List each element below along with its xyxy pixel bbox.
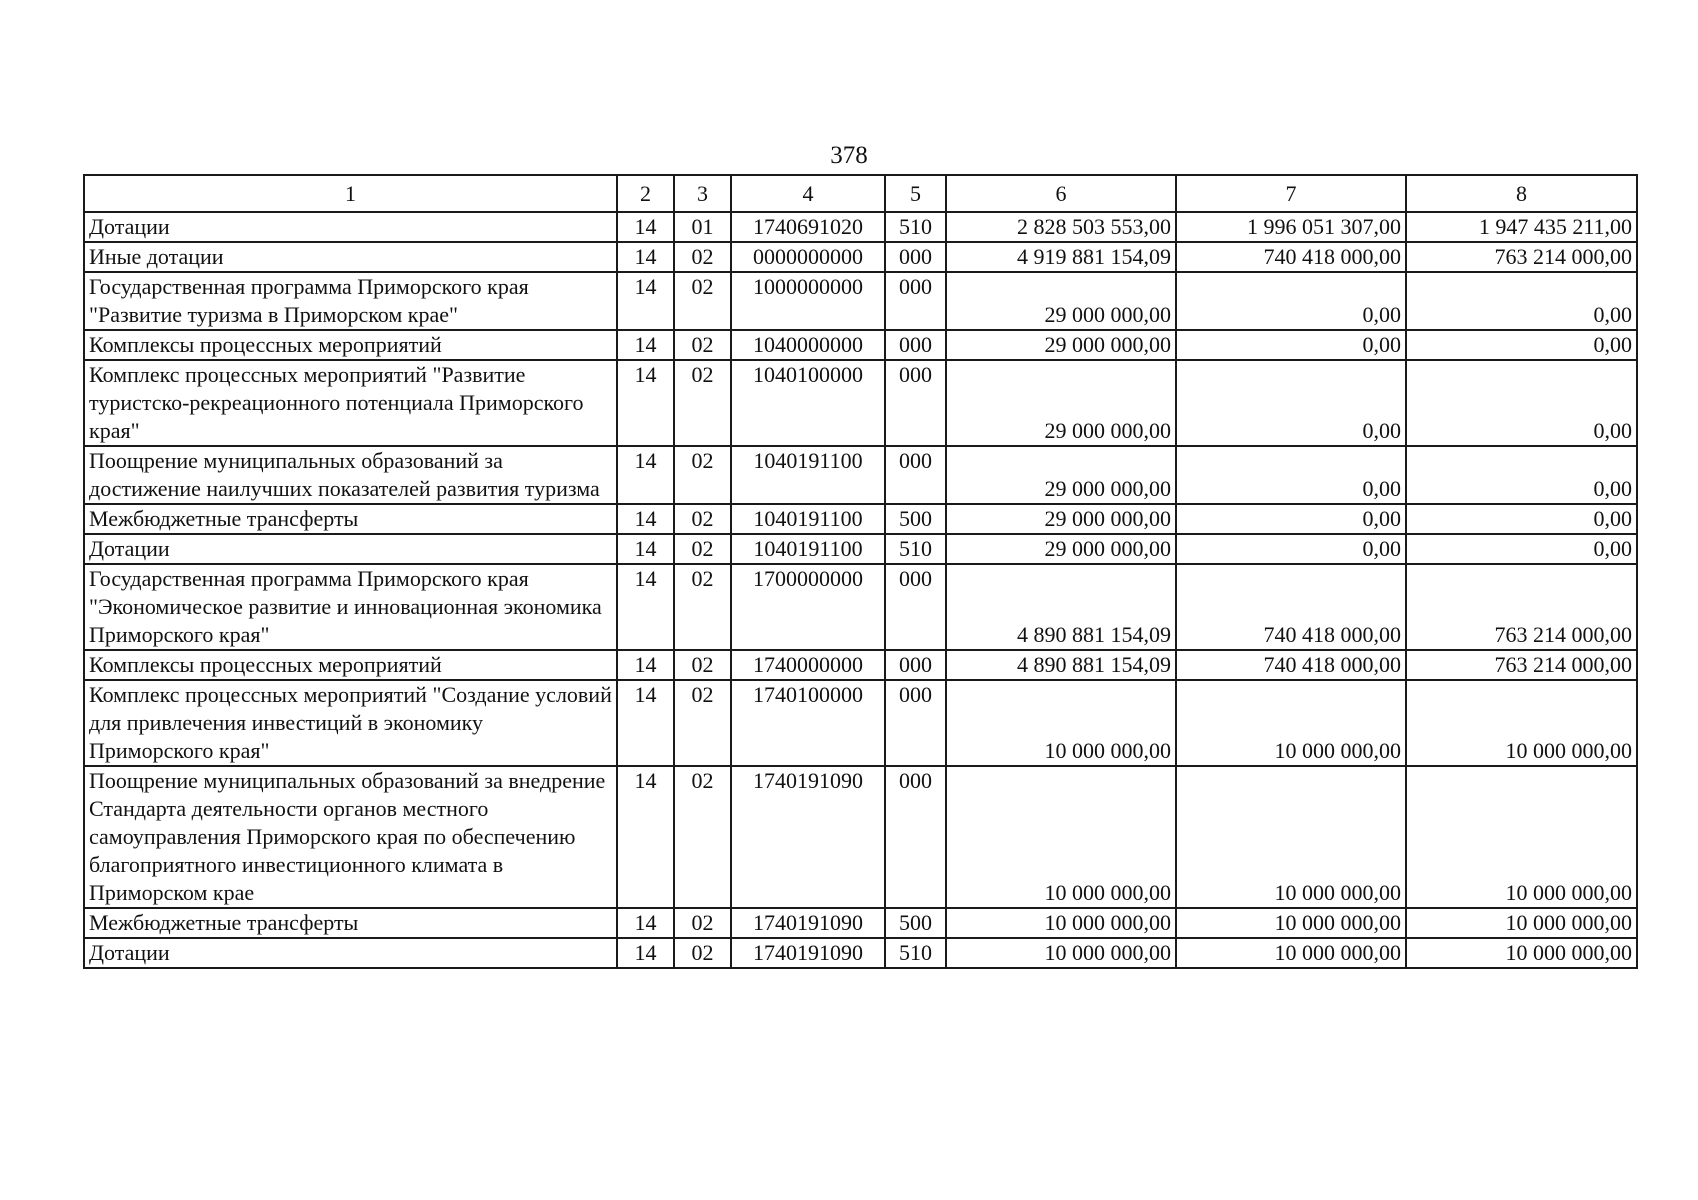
table-row: [84, 446, 1637, 504]
subsection-code: 02: [674, 272, 731, 330]
amount-col7: 10 000 000,00: [1176, 680, 1406, 766]
table-row: [84, 242, 1637, 272]
amount-col6: 29 000 000,00: [946, 504, 1176, 534]
row-name: Дотации: [84, 938, 617, 968]
amount-col6: 4 919 881 154,09: [946, 242, 1176, 272]
subsection-code: 02: [674, 446, 731, 504]
expense-type-code: 000: [885, 330, 946, 360]
header-row: [84, 175, 1637, 212]
section-code: 14: [617, 650, 674, 680]
amount-col8: 0,00: [1406, 272, 1637, 330]
table-row: [84, 650, 1637, 680]
subsection-code: 02: [674, 650, 731, 680]
expense-type-code: 000: [885, 360, 946, 446]
section-code: 14: [617, 564, 674, 650]
row-name: Дотации: [84, 534, 617, 564]
amount-col6: 10 000 000,00: [946, 938, 1176, 968]
target-article-code: 1040100000: [731, 360, 885, 446]
subsection-code: 02: [674, 766, 731, 908]
subsection-code: 01: [674, 212, 731, 242]
row-name: Государственная программа Приморского края "Развитие туризма в Приморском крае": [84, 272, 617, 330]
amount-col7: 1 996 051 307,00: [1176, 212, 1406, 242]
amount-col7: 10 000 000,00: [1176, 938, 1406, 968]
table-row: [84, 766, 1637, 908]
table-row: [84, 212, 1637, 242]
amount-col8: 0,00: [1406, 446, 1637, 504]
section-code: 14: [617, 330, 674, 360]
amount-col8: 763 214 000,00: [1406, 650, 1637, 680]
amount-col6: 10 000 000,00: [946, 908, 1176, 938]
section-code: 14: [617, 534, 674, 564]
page-number: 378: [830, 142, 868, 169]
expense-type-code: 510: [885, 534, 946, 564]
target-article-code: 1040000000: [731, 330, 885, 360]
target-article-code: 1740100000: [731, 680, 885, 766]
row-name: Межбюджетные трансферты: [84, 504, 617, 534]
expense-type-code: 000: [885, 564, 946, 650]
expense-type-code: 000: [885, 272, 946, 330]
section-code: 14: [617, 272, 674, 330]
column-header: 3: [674, 175, 731, 212]
target-article-code: 1740191090: [731, 908, 885, 938]
table-row: [84, 330, 1637, 360]
expense-type-code: 510: [885, 212, 946, 242]
amount-col7: 740 418 000,00: [1176, 650, 1406, 680]
target-article-code: 1700000000: [731, 564, 885, 650]
amount-col8: 763 214 000,00: [1406, 242, 1637, 272]
row-name: Комплексы процессных мероприятий: [84, 650, 617, 680]
section-code: 14: [617, 446, 674, 504]
subsection-code: 02: [674, 564, 731, 650]
row-name: Комплекс процессных мероприятий "Создание условий для привлечения инвестиций в экономику Приморского края": [84, 680, 617, 766]
amount-col8: 1 947 435 211,00: [1406, 212, 1637, 242]
subsection-code: 02: [674, 908, 731, 938]
target-article-code: 1000000000: [731, 272, 885, 330]
section-code: 14: [617, 938, 674, 968]
amount-col8: 10 000 000,00: [1406, 766, 1637, 908]
expense-type-code: 000: [885, 680, 946, 766]
target-article-code: 1740691020: [731, 212, 885, 242]
section-code: 14: [617, 212, 674, 242]
expense-type-code: 000: [885, 242, 946, 272]
table-row: [84, 360, 1637, 446]
amount-col6: 29 000 000,00: [946, 446, 1176, 504]
amount-col7: 0,00: [1176, 272, 1406, 330]
table-row: [84, 272, 1637, 330]
section-code: 14: [617, 680, 674, 766]
expense-type-code: 500: [885, 504, 946, 534]
expense-type-code: 000: [885, 446, 946, 504]
amount-col6: 4 890 881 154,09: [946, 650, 1176, 680]
amount-col8: 0,00: [1406, 330, 1637, 360]
subsection-code: 02: [674, 360, 731, 446]
section-code: 14: [617, 908, 674, 938]
amount-col7: 0,00: [1176, 330, 1406, 360]
target-article-code: 1040191100: [731, 504, 885, 534]
column-header: 4: [731, 175, 885, 212]
amount-col8: 10 000 000,00: [1406, 908, 1637, 938]
target-article-code: 0000000000: [731, 242, 885, 272]
amount-col7: 740 418 000,00: [1176, 564, 1406, 650]
subsection-code: 02: [674, 242, 731, 272]
subsection-code: 02: [674, 504, 731, 534]
target-article-code: 1740000000: [731, 650, 885, 680]
target-article-code: 1740191090: [731, 766, 885, 908]
row-name: Государственная программа Приморского края "Экономическое развитие и инновационная экономика Приморского края": [84, 564, 617, 650]
amount-col7: 0,00: [1176, 446, 1406, 504]
target-article-code: 1740191090: [731, 938, 885, 968]
expense-type-code: 500: [885, 908, 946, 938]
amount-col6: 10 000 000,00: [946, 680, 1176, 766]
amount-col6: 29 000 000,00: [946, 360, 1176, 446]
table-row: [84, 504, 1637, 534]
column-header: 6: [946, 175, 1176, 212]
budget-table: [83, 174, 1638, 969]
subsection-code: 02: [674, 680, 731, 766]
column-header: 8: [1406, 175, 1637, 212]
row-name: Комплексы процессных мероприятий: [84, 330, 617, 360]
subsection-code: 02: [674, 938, 731, 968]
table-row: [84, 564, 1637, 650]
column-header: 7: [1176, 175, 1406, 212]
column-header: 2: [617, 175, 674, 212]
amount-col6: 4 890 881 154,09: [946, 564, 1176, 650]
amount-col7: 0,00: [1176, 360, 1406, 446]
amount-col6: 29 000 000,00: [946, 534, 1176, 564]
amount-col8: 10 000 000,00: [1406, 938, 1637, 968]
target-article-code: 1040191100: [731, 534, 885, 564]
row-name: Дотации: [84, 212, 617, 242]
amount-col7: 0,00: [1176, 534, 1406, 564]
row-name: Поощрение муниципальных образований за внедрение Стандарта деятельности органов местного самоуправления Приморского края по обеспечению благоприятного инвестиционного климата в Приморском крае: [84, 766, 617, 908]
table-row: [84, 908, 1637, 938]
row-name: Иные дотации: [84, 242, 617, 272]
column-header: 5: [885, 175, 946, 212]
amount-col6: 10 000 000,00: [946, 766, 1176, 908]
amount-col8: 0,00: [1406, 360, 1637, 446]
section-code: 14: [617, 242, 674, 272]
target-article-code: 1040191100: [731, 446, 885, 504]
amount-col7: 740 418 000,00: [1176, 242, 1406, 272]
subsection-code: 02: [674, 534, 731, 564]
amount-col8: 0,00: [1406, 534, 1637, 564]
expense-type-code: 000: [885, 766, 946, 908]
table-row: [84, 534, 1637, 564]
row-name: Комплекс процессных мероприятий "Развитие туристско-рекреационного потенциала Приморского края": [84, 360, 617, 446]
amount-col6: 29 000 000,00: [946, 330, 1176, 360]
subsection-code: 02: [674, 330, 731, 360]
amount-col7: 10 000 000,00: [1176, 908, 1406, 938]
row-name: Межбюджетные трансферты: [84, 908, 617, 938]
expense-type-code: 510: [885, 938, 946, 968]
table-row: [84, 680, 1637, 766]
amount-col6: 29 000 000,00: [946, 272, 1176, 330]
amount-col8: 10 000 000,00: [1406, 680, 1637, 766]
amount-col7: 0,00: [1176, 504, 1406, 534]
section-code: 14: [617, 360, 674, 446]
row-name: Поощрение муниципальных образований за достижение наилучших показателей развития туризма: [84, 446, 617, 504]
amount-col6: 2 828 503 553,00: [946, 212, 1176, 242]
column-header: 1: [84, 175, 617, 212]
amount-col8: 763 214 000,00: [1406, 564, 1637, 650]
section-code: 14: [617, 504, 674, 534]
amount-col7: 10 000 000,00: [1176, 766, 1406, 908]
section-code: 14: [617, 766, 674, 908]
expense-type-code: 000: [885, 650, 946, 680]
table-row: [84, 938, 1637, 968]
amount-col8: 0,00: [1406, 504, 1637, 534]
